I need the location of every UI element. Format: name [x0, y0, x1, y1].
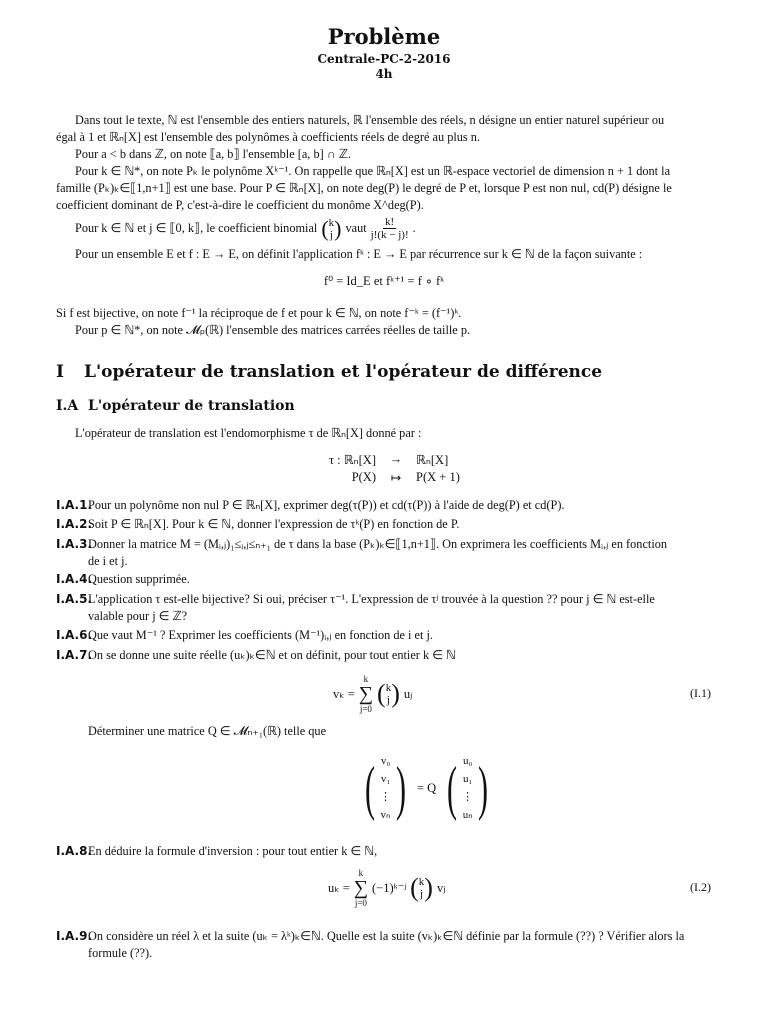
fraction-denominator: j!(k − j)!: [370, 229, 409, 241]
exam-duration: 4h: [375, 67, 393, 81]
eq-lhs: uₖ =: [328, 881, 350, 895]
question-text: Question supprimée.: [88, 572, 190, 586]
question-number: I.A.8.: [56, 844, 92, 858]
sigma-icon: ∑: [358, 683, 374, 705]
question-text: On se donne une suite réelle (uₖ)ₖ∈ℕ et on définit, pour tout entier k ∈ ℕ: [88, 648, 456, 662]
vector-entry: v₁: [380, 773, 391, 785]
question-text: Que vaut M⁻¹ ? Exprimer les coefficients (M⁻¹)ᵢ,ⱼ en fonction de i et j.: [88, 628, 433, 642]
question-number: I.A.1.: [56, 498, 92, 512]
section-number: I: [56, 362, 64, 382]
exam-source: Centrale-PC-2-2016: [317, 52, 451, 66]
question-number: I.A.4.: [56, 572, 92, 586]
vector-entry: ⋮: [379, 791, 391, 803]
sigma-icon: ∑: [353, 877, 369, 899]
question-text: valable pour j ∈ ℤ?: [88, 609, 188, 623]
intro-line: Dans tout le texte, ℕ est l'ensemble des entiers naturels, ℝ l'ensemble des réels, n désigne un entier naturel supérieur ou: [75, 113, 665, 127]
matrix-operator: = Q: [416, 780, 437, 795]
ia-intro: L'opérateur de translation est l'endomorphisme τ de ℝₙ[X] donné par :: [75, 426, 422, 440]
tau-mapping: [296, 452, 496, 486]
vector-entry: uₙ: [462, 809, 473, 821]
binom-top: k: [418, 876, 425, 888]
question-number: I.A.3.: [56, 537, 92, 551]
binom-bottom: j: [420, 888, 424, 900]
tau-output: P(X + 1): [416, 470, 460, 484]
vector-entry: u₁: [462, 773, 473, 785]
question-number: I.A.5.: [56, 592, 92, 606]
intro-line: Pour p ∈ ℕ*, on note 𝓜ₚ(ℝ) l'ensemble des matrices carrées réelles de taille p.: [75, 323, 471, 337]
tau-input: P(X): [351, 470, 376, 484]
tau-domain: τ : ℝₙ[X]: [329, 453, 376, 467]
document-title: Problème: [327, 24, 441, 49]
binomial-end: .: [412, 221, 416, 235]
binom-top: k: [328, 216, 335, 229]
vector-entry: v₀: [380, 755, 391, 767]
vector-entry: u₀: [462, 755, 473, 767]
paren-left-icon: (: [364, 755, 375, 821]
vector-entry: vₙ: [380, 809, 391, 821]
binom-top: k: [385, 682, 392, 694]
question-text: L'application τ est-elle bijective? Si oui, préciser τ⁻¹. L'expression de τʲ trouvée à la question ?? pour j ∈ ℕ est-elle: [88, 592, 655, 606]
equation-number: (I.2): [690, 880, 711, 894]
eq-tail: uⱼ: [403, 687, 413, 701]
sum-lower: j=0: [359, 704, 372, 714]
binomial-vaut: vaut: [345, 221, 367, 235]
question-text: formule (??).: [88, 946, 153, 960]
equation-number: (I.1): [690, 686, 711, 700]
binom-bottom: j: [386, 694, 390, 706]
question-number: I.A.7.: [56, 648, 92, 662]
question-text: Pour un polynôme non nul P ∈ ℝₙ[X], exprimer deg(τ(P)) et cd(τ(P)) à l'aide de deg(P) et cd(P).: [88, 498, 565, 512]
question-text: En déduire la formule d'inversion : pour tout entier k ∈ ℕ,: [88, 844, 378, 858]
question-text: Déterminer une matrice Q ∈ 𝓜ₙ₊₁(ℝ) telle que: [88, 724, 327, 738]
intro-line: Pour un ensemble E et f : E → E, on définit l'application fᵏ : E → E par récurrence sur k ∈ ℕ de la façon suivante :: [75, 247, 643, 261]
subsection-title: L'opérateur de translation: [88, 398, 295, 414]
binomial-symbol: ( k j ): [410, 873, 433, 902]
vector-entry: ⋮: [462, 791, 474, 803]
intro-line: égal à 1 et ℝₙ[X] est l'ensemble des polynômes à coefficients réels de degré au plus n.: [56, 130, 480, 144]
equation-I2: [328, 868, 445, 908]
eq-tail: vⱼ: [436, 881, 446, 895]
question-text: Soit P ∈ ℝₙ[X]. Pour k ∈ ℕ, donner l'expression de τᵏ(P) en fonction de P.: [88, 517, 460, 531]
sum-lower: j=0: [354, 898, 367, 908]
eq-factor: (−1)ᵏ⁻ʲ: [372, 881, 407, 895]
question-text: Donner la matrice M = (Mᵢ,ⱼ)₁≤ᵢ,ⱼ≤ₙ₊₁ de τ dans la base (Pₖ)ₖ∈⟦1,n+1⟧. On exprimera les coefficients Mᵢ,ⱼ en fonction: [88, 537, 668, 551]
vector-v: [360, 752, 411, 824]
binomial-definition: [75, 216, 416, 241]
intro-line: famille (Pₖ)ₖ∈⟦1,n+1⟧ est une base. Pour P ∈ ℝₙ[X], on note deg(P) le degré de P et, lorsque P est non nul, cd(P) désigne le: [56, 181, 672, 195]
subsection-number: I.A: [56, 398, 79, 414]
iteration-equation: f⁰ = Id_E et fᵏ⁺¹ = f ∘ fᵏ: [323, 274, 445, 288]
section-title: L'opérateur de translation et l'opérateur de différence: [84, 362, 603, 382]
question-number: I.A.6.: [56, 628, 92, 642]
question-text: On considère un réel λ et la suite (uₖ = λᵏ)ₖ∈ℕ. Quelle est la suite (vₖ)ₖ∈ℕ définie par la formule (??) ? Vérifier alors la: [88, 929, 685, 943]
binomial-symbol: ( k j ): [321, 215, 342, 241]
matrix-equation: [360, 748, 493, 828]
binomial-text: Pour k ∈ ℕ et j ∈ ⟦0, k⟧, le coefficient binomial: [75, 221, 318, 235]
tau-codomain: ℝₙ[X]: [416, 453, 449, 467]
vector-u: [442, 752, 493, 824]
sum-upper: k: [358, 868, 364, 878]
binomial-symbol: ( k j ): [377, 679, 400, 708]
question-text: de i et j.: [88, 554, 128, 568]
equation-I1: [333, 674, 412, 714]
intro-line: coefficient dominant de P, c'est-à-dire le coefficient du monôme X^deg(P).: [56, 198, 424, 212]
intro-line: Pour a < b dans ℤ, on note ⟦a, b⟧ l'ensemble [a, b] ∩ ℤ.: [75, 147, 351, 161]
paren-left-icon: (: [447, 755, 458, 821]
binom-bottom: j: [329, 228, 333, 241]
fraction-numerator: k!: [385, 216, 395, 228]
tau-arrow: →: [389, 452, 403, 466]
intro-line: Si f est bijective, on note f⁻¹ la réciproque de f et pour k ∈ ℕ, on note f⁻ᵏ = (f⁻¹)ᵏ.: [56, 306, 462, 320]
sum-operator: [359, 674, 373, 714]
tau-mapsto: ↦: [390, 471, 402, 485]
eq-lhs: vₖ =: [333, 687, 355, 701]
sum-upper: k: [363, 674, 369, 684]
question-number: I.A.9.: [56, 929, 92, 943]
sum-operator: [354, 868, 368, 908]
intro-line: Pour k ∈ ℕ*, on note Pₖ le polynôme Xᵏ⁻¹. On rappelle que ℝₙ[X] est un ℝ-espace vectoriel de dimension n + 1 dont la: [75, 164, 671, 178]
paren-right-icon: ): [395, 755, 406, 821]
binomial-fraction: [371, 216, 409, 241]
question-number: I.A.2.: [56, 517, 92, 531]
paren-right-icon: ): [478, 755, 489, 821]
